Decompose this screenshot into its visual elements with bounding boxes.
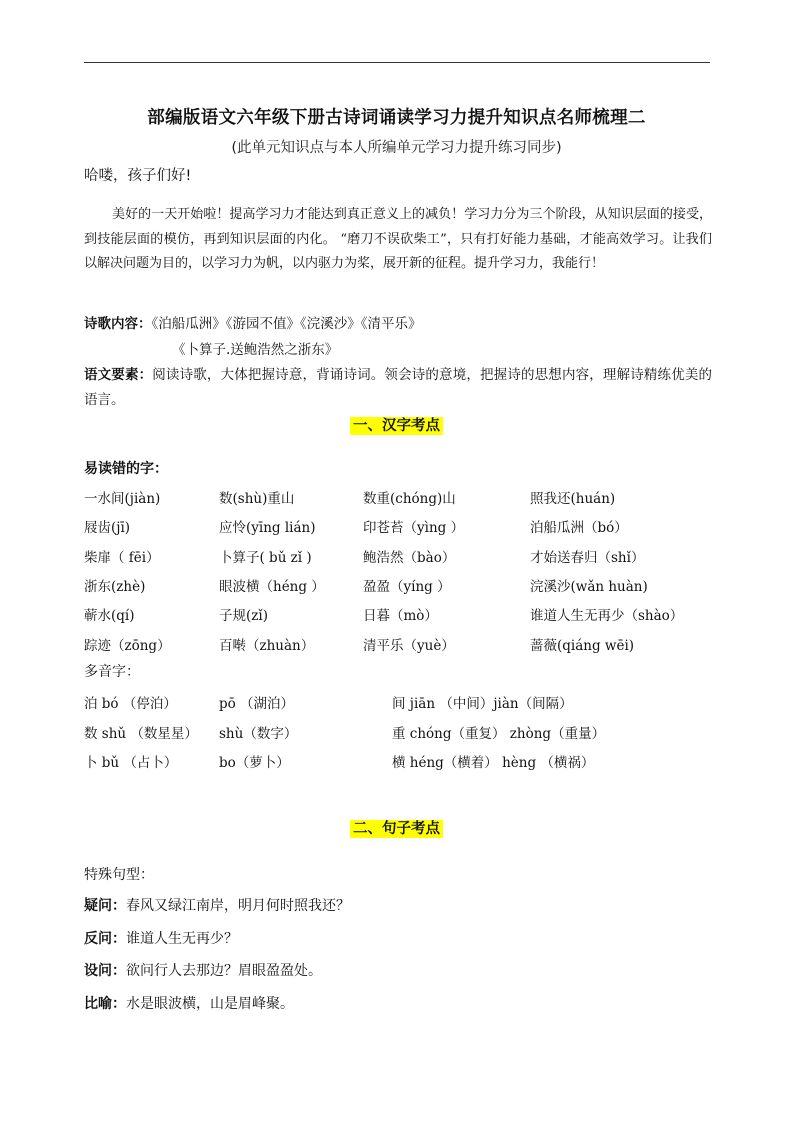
poems-list-1: 《泊船瓜洲》《游园不值》《浣溪沙》《清平乐》 (151, 316, 422, 332)
sentence-kind: 疑问： (84, 898, 126, 914)
polyphone-entry: 卜 bǔ （占卜） (84, 755, 178, 771)
easy-word: 浙东(zhè) (84, 578, 146, 595)
intro-text: 美好的一天开始啦！提高学习力才能达到真正意义上的减负！学习力分为三个阶段，从知识层面的接受，到技能层面的模仿，再到知识层面的内化。 “磨刀不误砍柴工”，只有打好能力基础，才能高效学习。让我们以解决问题为目的，以学习力为帆，以内驱力为桨，展开新的征程。提升学习力，我能行！ (84, 207, 712, 271)
sentence-item (84, 993, 294, 1013)
easy-word: 蔷薇(qiáng wēi) (530, 637, 635, 654)
sentence-item (84, 895, 350, 915)
easy-word: 屐齿(jī) (84, 520, 131, 537)
easy-word: 数重(chóng)山 (363, 491, 456, 507)
sentence-text: 欲问行人去那边？眉眼盈盈处。 (126, 963, 322, 979)
easy-word: 蕲水(qí) (84, 608, 135, 625)
easy-word: 清平乐（yuè） (363, 637, 455, 654)
polyphone-entry: 横 héng（横着） hèng （横祸） (392, 755, 595, 771)
sentence-kind: 比喻： (84, 995, 126, 1012)
easy-word: 一水间(jiàn) (84, 491, 161, 507)
sentence-text: 谁道人生无再少？ (126, 930, 238, 947)
polyphone-entry: shù（数字） (219, 725, 298, 742)
intro-paragraph (84, 203, 712, 277)
page-subtitle: (此单元知识点与本人所编单元学习力提升练习同步) (231, 140, 562, 156)
easy-word: 印苍苔（yìng ） (363, 520, 465, 537)
section-1-heading (0, 414, 793, 435)
sentence-item (84, 928, 238, 948)
sentence-kind: 设问： (84, 963, 126, 979)
header-rule (84, 62, 710, 63)
sentence-text: 水是眼波横，山是眉峰聚。 (126, 995, 294, 1012)
greeting: 哈喽，孩子们好! (84, 168, 192, 184)
easy-word: 日暮（mò） (363, 608, 438, 625)
polyphone-entry: 数 shǔ （数星星） (84, 725, 198, 742)
easy-word: 眼波横（héng ） (219, 578, 325, 595)
polyphone-entry: 重 chóng（重复） zhòng（重量） (392, 725, 606, 742)
polyphone-entry: 泊 bó （停泊） (84, 696, 177, 712)
polyphone-entry: 间 jiān （中间）jiàn（间隔） (392, 696, 573, 712)
poems-label: 诗歌内容： (84, 316, 152, 332)
special-label: 特殊句型： (84, 867, 154, 883)
sentence-kind: 反问： (84, 930, 126, 947)
easy-word: 照我还(huán) (530, 491, 616, 507)
page-title: 部编版语文六年级下册古诗词诵读学习力提升知识点名师梳理二 (147, 108, 646, 128)
easy-word: 子规(zǐ) (219, 608, 268, 625)
easy-word: 应怜(yīng lián) (219, 520, 316, 537)
easy-word: 柴扉（ fēi） (84, 549, 160, 566)
yuwen-text: 阅读诗歌，大体把握诗意，背诵诗词。领会诗的意境，把握诗的思想内容，理解诗精练优美的语言。 (84, 367, 713, 408)
sentence-text: 春风又绿江南岸，明月何时照我还？ (126, 898, 350, 914)
easy-word: 卜算子( bǔ zǐ ) (219, 549, 312, 566)
polyphone-entry: pō （湖泊） (219, 696, 295, 712)
easy-word: 鲍浩然（bào） (363, 549, 456, 566)
section-1-title: 一、汉字考点 (350, 417, 443, 435)
easy-label: 易读错的字： (84, 461, 168, 477)
poems-line-1 (84, 312, 422, 332)
easy-word: 才始送春归（shǐ） (530, 549, 645, 566)
easy-word: 盈盈（yíng ） (363, 578, 451, 595)
easy-word: 浣溪沙(wǎn huàn) (530, 578, 648, 595)
poly-label: 多音字： (84, 664, 140, 680)
yuwen-label: 语文要素： (84, 367, 153, 383)
poems-line-2: 《卜算子.送鲍浩然之浙东》 (172, 342, 339, 358)
section-2-heading (0, 817, 793, 838)
yuwen-elements (84, 363, 712, 413)
section-2-title: 二、句子考点 (350, 820, 443, 838)
polyphone-entry: bo（萝卜） (219, 755, 290, 771)
easy-word: 百啭（zhuàn） (219, 637, 315, 654)
easy-word: 踪迹（zōng） (84, 637, 171, 654)
sentence-item (84, 960, 322, 980)
easy-word: 数(shù)重山 (219, 491, 295, 507)
easy-word: 泊船瓜洲（bó） (530, 520, 628, 537)
easy-word: 谁道人生无再少（shào） (530, 608, 684, 625)
